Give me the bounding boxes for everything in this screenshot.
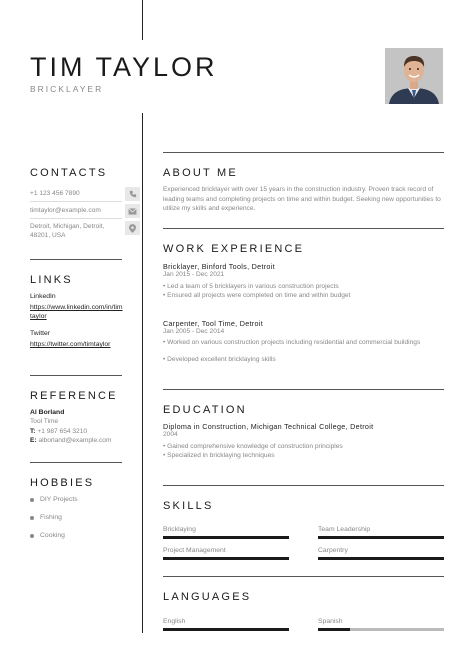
link-linkedin[interactable]: https://www.linkedin.com/in/timtaylor bbox=[30, 304, 123, 320]
envelope-icon bbox=[128, 208, 137, 215]
skill-bar-fill bbox=[163, 557, 289, 560]
job-bullet: • Ensured all projects were completed on time and within budget bbox=[163, 292, 351, 299]
phone-icon-box bbox=[125, 187, 140, 201]
section-divider bbox=[163, 485, 444, 486]
contact-address: Detroit, Michigan, Detroit, 48201, USA bbox=[30, 223, 105, 239]
section-divider bbox=[30, 375, 122, 376]
reference-phone-row bbox=[30, 428, 87, 435]
job-bullet: • Worked on various construction projects including residential and commercial buildings bbox=[163, 339, 421, 346]
reference-company: Tool Time bbox=[30, 418, 59, 425]
hobby-label: Fishing bbox=[40, 514, 62, 521]
job-bullet: • Led a team of 5 bricklayers in various construction projects bbox=[163, 283, 339, 290]
phone-icon bbox=[129, 190, 137, 198]
job-dates: Jan 2005 - Dec 2014 bbox=[163, 328, 225, 335]
job-dates: Jan 2015 - Dec 2021 bbox=[163, 271, 225, 278]
envelope-icon-box bbox=[125, 204, 140, 218]
language-bar-track bbox=[318, 628, 444, 631]
language-label: Spanish bbox=[318, 618, 343, 625]
languages-title: LANGUAGES bbox=[163, 591, 252, 603]
hobby-item bbox=[30, 496, 78, 503]
section-divider bbox=[163, 228, 444, 229]
link-label-twitter: Twitter bbox=[30, 330, 51, 337]
about-text: Experienced bricklayer with over 15 years in the construction industry. Proven track record of leading teams and completing projects on time and within budget. Seeking new opportunities to utilize my skills and experience. bbox=[163, 186, 441, 212]
hobby-label: Cooking bbox=[40, 532, 65, 539]
job-bullet: • Developed excellent bricklaying skills bbox=[163, 356, 276, 363]
reference-email-label: E: bbox=[30, 437, 37, 444]
contact-divider bbox=[30, 201, 122, 202]
bullet-dot-icon bbox=[30, 534, 34, 538]
profile-photo bbox=[385, 48, 443, 104]
reference-phone: +1 987 654 3210 bbox=[37, 428, 88, 435]
skill-bar-fill bbox=[163, 536, 289, 539]
job-title: Carpenter, Tool Time, Detroit bbox=[163, 319, 264, 328]
skill-bar-track bbox=[318, 557, 444, 560]
language-bar-fill bbox=[163, 628, 289, 631]
reference-title: REFERENCE bbox=[30, 390, 118, 402]
hobbies-title: HOBBIES bbox=[30, 477, 95, 489]
links-title: LINKS bbox=[30, 274, 73, 286]
bullet-dot-icon bbox=[30, 516, 34, 520]
skill-label: Team Leadership bbox=[318, 526, 371, 533]
section-divider bbox=[163, 389, 444, 390]
contact-divider bbox=[30, 218, 122, 219]
contact-email: timtaylor@example.com bbox=[30, 207, 101, 214]
skill-label: Project Management bbox=[163, 547, 226, 554]
column-divider-line bbox=[142, 113, 143, 633]
map-pin-icon-box bbox=[125, 221, 140, 235]
work-title: WORK EXPERIENCE bbox=[163, 243, 305, 255]
skill-bar-fill bbox=[318, 557, 444, 560]
reference-name: Al Borland bbox=[30, 409, 65, 416]
map-pin-icon bbox=[129, 224, 136, 233]
contacts-title: CONTACTS bbox=[30, 167, 108, 179]
candidate-name: TIM TAYLOR bbox=[30, 52, 218, 82]
language-bar-track bbox=[163, 628, 289, 631]
language-label: English bbox=[163, 618, 186, 625]
section-divider bbox=[30, 259, 122, 260]
reference-email[interactable]: alborland@example.com bbox=[38, 437, 112, 444]
top-divider-line bbox=[142, 0, 143, 40]
education-degree: Diploma in Construction, Michigan Technical College, Detroit bbox=[163, 422, 374, 431]
link-twitter[interactable]: https://twitter.com/timtaylor bbox=[30, 341, 111, 348]
skill-bar-track bbox=[163, 536, 289, 539]
bullet-dot-icon bbox=[30, 498, 34, 502]
hobby-label: DIY Projects bbox=[40, 496, 78, 503]
section-divider bbox=[163, 152, 444, 153]
skill-bar-track bbox=[163, 557, 289, 560]
education-year: 2004 bbox=[163, 431, 178, 438]
skills-title: SKILLS bbox=[163, 500, 214, 512]
reference-email-row bbox=[30, 437, 111, 444]
skill-label: Carpentry bbox=[318, 547, 348, 554]
link-label-linkedin: LinkedIn bbox=[30, 293, 56, 300]
contact-phone: +1 123 456 7890 bbox=[30, 190, 80, 197]
language-bar-fill bbox=[318, 628, 350, 631]
section-divider bbox=[163, 576, 444, 577]
skill-bar-track bbox=[318, 536, 444, 539]
job-title: Bricklayer, Binford Tools, Detroit bbox=[163, 262, 275, 271]
education-bullet: • Gained comprehensive knowledge of construction principles bbox=[163, 443, 343, 450]
education-title: EDUCATION bbox=[163, 404, 247, 416]
reference-phone-label: T: bbox=[30, 428, 36, 435]
hobby-item bbox=[30, 514, 62, 521]
skill-bar-fill bbox=[318, 536, 444, 539]
candidate-role: BRICKLAYER bbox=[30, 84, 104, 94]
hobby-item bbox=[30, 532, 65, 539]
about-title: ABOUT ME bbox=[163, 167, 238, 179]
section-divider bbox=[30, 462, 122, 463]
skill-label: Bricklaying bbox=[163, 526, 196, 533]
education-bullet: • Specialized in bricklaying techniques bbox=[163, 452, 275, 459]
